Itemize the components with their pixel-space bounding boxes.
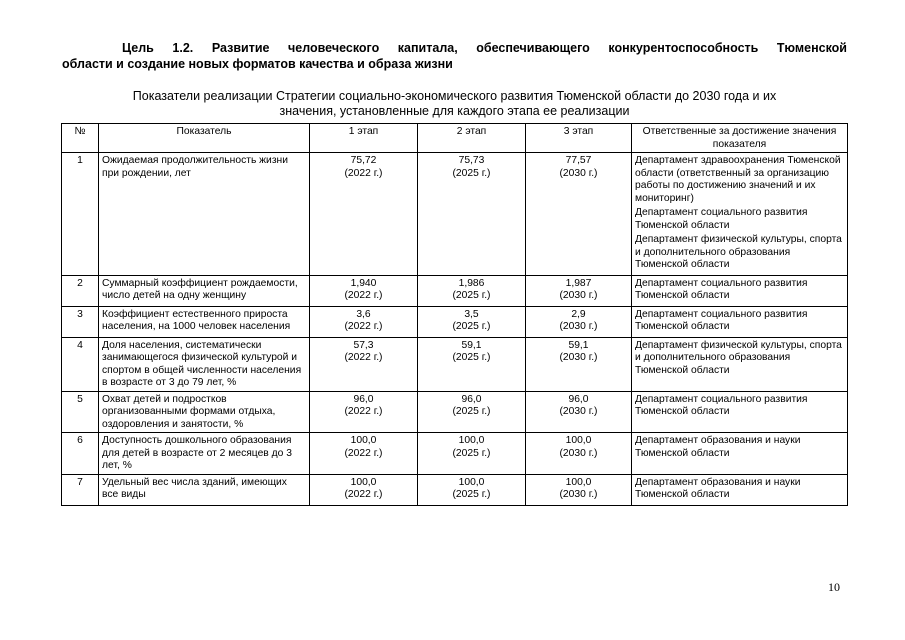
cell-responsible [632,153,848,276]
cell-indicator: Охват детей и подростков организованными формами отдыха, оздоровления и занятости, % [99,391,310,433]
table-row [62,474,848,505]
table-row [62,433,848,475]
cell-stage1 [310,337,418,391]
stage3-year: (2030 г.) [559,489,598,500]
cell-num: 3 [62,306,99,337]
responsible-department: Департамент социального развития Тюменской области [635,277,808,301]
stage3-year: (2030 г.) [559,290,598,301]
stage2-year: (2025 г.) [452,321,491,332]
cell-stage2 [418,306,526,337]
table-caption [62,89,847,119]
responsible-department: Департамент физической культуры, спорта и дополнительного образования Тюменской области [635,339,842,376]
cell-stage3 [526,391,632,433]
cell-stage3 [526,306,632,337]
goal-heading [62,40,847,72]
cell-num: 2 [62,275,99,306]
table-header-row [62,124,848,153]
cell-indicator: Доля населения, систематически занимающегося физической культурой и спортом в общей численности населения в возрасте от 3 до 79 лет, % [99,337,310,391]
stage3-value: 100,0 [565,476,592,488]
cell-num: 1 [62,153,99,276]
cell-stage1 [310,474,418,505]
cell-indicator: Коэффициент естественного прироста населения, на 1000 человек населения [99,306,310,337]
table-row [62,391,848,433]
stage1-value: 100,0 [350,476,377,488]
stage2-value: 75,73 [458,155,485,166]
cell-stage2 [418,337,526,391]
table-row [62,306,848,337]
cell-stage1 [310,275,418,306]
cell-responsible [632,275,848,306]
stage1-value: 100,0 [350,435,377,446]
stage1-year: (2022 г.) [344,167,383,179]
stage2-year: (2025 г.) [452,489,491,500]
stage1-value: 1,940 [350,277,377,289]
cell-indicator: Суммарный коэффициент рождаемости, число детей на одну женщину [99,275,310,306]
header-stage3: 3 этап [526,124,632,153]
table-caption-line1: Показатели реализации Стратегии социально-экономического развития Тюменской области до 2030 года и их [132,89,777,103]
table-row [62,153,848,276]
stage2-year: (2025 г.) [452,352,491,363]
responsible-department: Департамент социального развития Тюменской области [635,308,808,332]
stage2-value: 96,0 [461,393,482,405]
stage1-value: 96,0 [353,393,374,405]
stage2-year: (2025 г.) [452,167,491,179]
stage1-year: (2022 г.) [344,290,383,301]
page-number: 10 [828,580,840,594]
indicators-table [61,123,848,506]
cell-stage3 [526,275,632,306]
cell-stage1 [310,391,418,433]
stage3-value: 1,987 [565,277,592,289]
header-responsible: Ответственные за достижение значения показателя [632,124,848,153]
stage2-value: 59,1 [461,339,482,351]
responsible-department: Департамент образования и науки Тюменской области [635,435,801,459]
stage1-year: (2022 г.) [344,406,383,417]
stage1-value: 3,6 [356,308,371,320]
stage3-year: (2030 г.) [559,167,598,179]
cell-stage3 [526,337,632,391]
cell-indicator: Доступность дошкольного образования для детей в возрасте от 2 месяцев до 3 лет, % [99,433,310,475]
cell-num: 6 [62,433,99,475]
stage3-value: 2,9 [571,308,586,320]
cell-stage2 [418,391,526,433]
cell-responsible [632,337,848,391]
stage2-year: (2025 г.) [452,406,491,417]
goal-heading-line2: области и создание новых форматов качества и образа жизни [62,57,453,71]
cell-indicator: Удельный вес числа зданий, имеющих все виды [99,474,310,505]
header-stage2: 2 этап [418,124,526,153]
stage3-value: 100,0 [565,435,592,446]
stage1-year: (2022 г.) [344,352,383,363]
stage3-value: 96,0 [568,393,589,405]
table-caption-line2: значения, установленные для каждого этапа ее реализации [279,104,630,118]
stage3-year: (2030 г.) [559,406,598,417]
cell-stage3 [526,153,632,276]
cell-responsible [632,433,848,475]
responsible-department: Департамент социального развития Тюменской области [635,393,808,417]
table-row [62,337,848,391]
stage2-value: 100,0 [458,476,485,488]
stage1-value: 75,72 [350,155,377,166]
cell-num: 5 [62,391,99,433]
stage3-value: 59,1 [568,339,589,351]
stage2-value: 100,0 [458,435,485,446]
cell-stage2 [418,275,526,306]
stage1-year: (2022 г.) [344,489,383,500]
stage3-value: 77,57 [565,155,592,166]
goal-heading-line1: Цель 1.2. Развитие человеческого капитала, обеспечивающего конкурентоспособность Тюменской [122,41,847,55]
cell-stage3 [526,474,632,505]
stage1-year: (2022 г.) [344,447,383,459]
stage1-value: 57,3 [353,339,374,351]
responsible-department: Департамент образования и науки Тюменской области [635,476,801,500]
cell-stage2 [418,153,526,276]
cell-responsible [632,306,848,337]
cell-stage2 [418,433,526,475]
stage2-value: 1,986 [458,277,485,289]
stage3-year: (2030 г.) [559,321,598,332]
stage2-year: (2025 г.) [452,447,491,459]
stage2-value: 3,5 [464,308,479,320]
cell-responsible [632,391,848,433]
cell-num: 4 [62,337,99,391]
responsible-department: Департамент социального развития Тюменской области [635,207,808,231]
cell-num: 7 [62,474,99,505]
cell-stage1 [310,153,418,276]
header-stage1: 1 этап [310,124,418,153]
cell-stage2 [418,474,526,505]
responsible-department: Департамент здравоохранения Тюменской области (ответственный за организацию работы по достижению значений и их мониторинг) [635,155,841,204]
stage1-year: (2022 г.) [344,321,383,332]
cell-stage1 [310,433,418,475]
cell-stage3 [526,433,632,475]
stage2-year: (2025 г.) [452,290,491,301]
header-num: № [62,124,99,153]
stage3-year: (2030 г.) [559,447,598,459]
cell-responsible [632,474,848,505]
cell-stage1 [310,306,418,337]
table-row [62,275,848,306]
cell-indicator: Ожидаемая продолжительность жизни при рождении, лет [99,153,310,276]
responsible-department: Департамент физической культуры, спорта и дополнительного образования Тюменской области [635,234,842,270]
header-indicator: Показатель [99,124,310,153]
stage3-year: (2030 г.) [559,352,598,363]
